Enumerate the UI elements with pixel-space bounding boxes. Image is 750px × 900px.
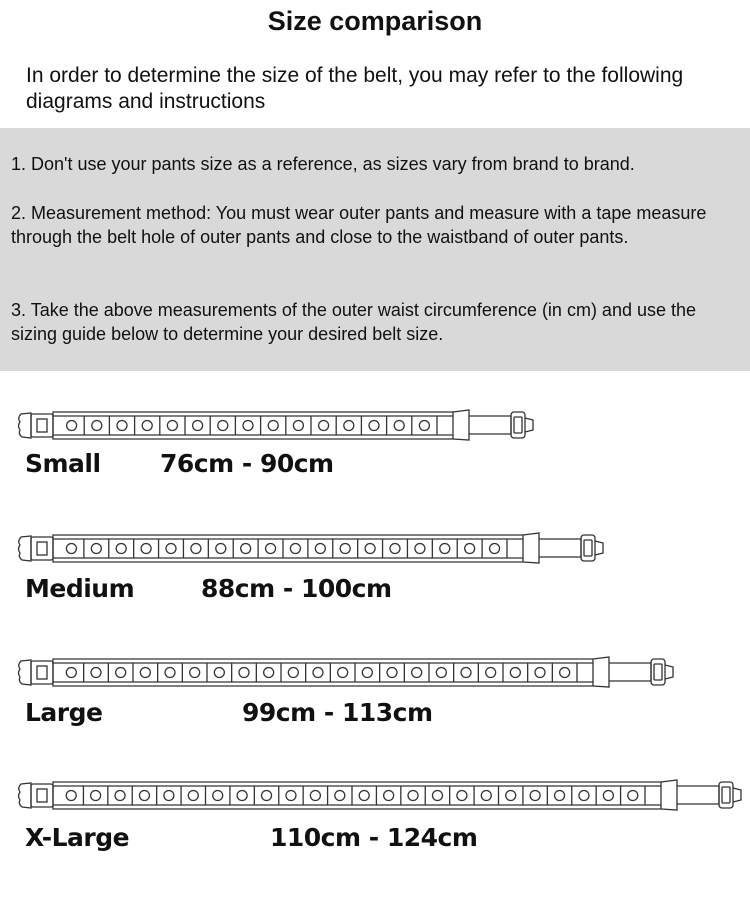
page-title: Size comparison bbox=[267, 6, 483, 36]
size-name-small: Small bbox=[25, 449, 101, 478]
intro-text: In order to determine the size of the belt, you may refer to the following diagrams and instructions bbox=[26, 64, 684, 113]
size-range-medium: 88cm - 100cm bbox=[201, 574, 392, 603]
instruction-2: 2. Measurement method: You must wear outer pants and measure with a tape measure through the belt hole of outer pants and close to the waistband of outer pants. bbox=[11, 203, 707, 247]
size-range-large: 99cm - 113cm bbox=[242, 698, 433, 727]
size-name-medium: Medium bbox=[25, 574, 135, 603]
belt-diagram-large bbox=[15, 653, 675, 693]
instruction-1: 1. Don't use your pants size as a reference, as sizes vary from brand to brand. bbox=[11, 154, 635, 174]
instruction-3: 3. Take the above measurements of the outer waist circumference (in cm) and use the sizing guide below to determine your desired belt size. bbox=[11, 300, 697, 344]
belt-diagram-small bbox=[15, 406, 535, 446]
belt-diagram-medium bbox=[15, 529, 605, 569]
size-name-large: Large bbox=[25, 698, 103, 727]
size-range-x-large: 110cm - 124cm bbox=[270, 823, 478, 852]
size-name-x-large: X-Large bbox=[25, 823, 130, 852]
belt-diagram-x-large bbox=[15, 776, 745, 816]
size-range-small: 76cm - 90cm bbox=[160, 449, 334, 478]
